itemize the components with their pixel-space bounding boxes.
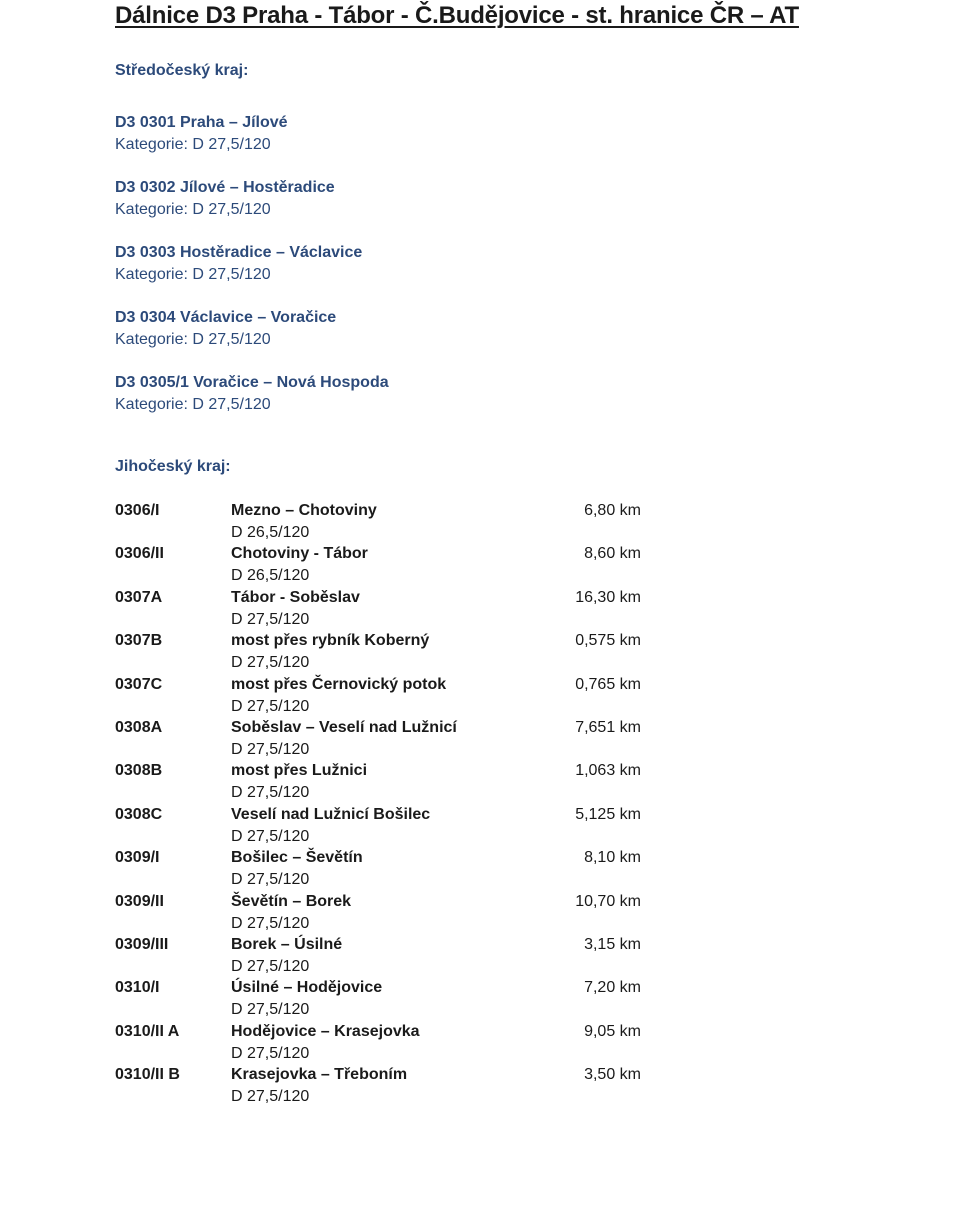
row-name: Mezno – Chotoviny xyxy=(231,502,377,519)
row-code: 0309/I xyxy=(115,849,160,867)
table-row xyxy=(115,760,655,803)
row-length: 5,125 km xyxy=(575,805,641,823)
row-category: D 27,5/120 xyxy=(231,1001,310,1019)
row-length: 7,651 km xyxy=(575,718,641,736)
table-row xyxy=(115,934,655,977)
row-code: 0306/II xyxy=(115,545,164,563)
section-name: D3 0302 Jílové – Hostěradice xyxy=(115,179,335,196)
region-heading-jihocesky: Jihočeský kraj: xyxy=(115,458,231,475)
section-name: D3 0305/1 Voračice – Nová Hospoda xyxy=(115,374,389,391)
section-name: D3 0303 Hostěradice – Václavice xyxy=(115,244,363,261)
section-d3-0305-1 xyxy=(115,372,715,416)
table-row xyxy=(115,543,655,586)
table-row xyxy=(115,717,655,760)
table-row xyxy=(115,891,655,934)
row-length: 9,05 km xyxy=(584,1022,641,1040)
document-title: Dálnice D3 Praha - Tábor - Č.Budějovice - st. hranice ČR – AT xyxy=(115,2,799,29)
table-row xyxy=(115,630,655,673)
row-code: 0307A xyxy=(115,588,163,606)
row-category: D 27,5/120 xyxy=(231,827,310,845)
section-name: D3 0304 Václavice – Voračice xyxy=(115,309,337,326)
row-name: Ševětín – Borek xyxy=(231,892,352,910)
row-category: D 27,5/120 xyxy=(231,697,310,715)
table-row xyxy=(115,587,655,630)
row-length: 8,60 km xyxy=(584,545,641,563)
row-category: D 27,5/120 xyxy=(231,914,310,932)
row-length: 3,50 km xyxy=(584,1066,641,1084)
row-code: 0310/II B xyxy=(115,1066,180,1084)
row-length: 0,575 km xyxy=(575,632,641,650)
table-row xyxy=(115,1021,655,1064)
row-name: Hodějovice – Krasejovka xyxy=(231,1022,420,1040)
row-category: D 27,5/120 xyxy=(231,610,310,628)
row-length: 3,15 km xyxy=(584,935,641,953)
table-row xyxy=(115,500,655,543)
row-code: 0310/II A xyxy=(115,1022,180,1040)
row-name: Borek – Úsilné xyxy=(231,935,343,953)
row-code: 0310/I xyxy=(115,979,160,997)
row-category: D 27,5/120 xyxy=(231,871,310,889)
row-code: 0308B xyxy=(115,762,163,780)
row-code: 0309/III xyxy=(115,935,169,953)
row-name: Soběslav – Veselí nad Lužnicí xyxy=(231,718,457,736)
row-length: 8,10 km xyxy=(584,849,641,867)
row-name: most přes Černovický potok xyxy=(231,675,447,693)
section-d3-0301 xyxy=(115,112,715,156)
row-name: Úsilné – Hodějovice xyxy=(231,979,383,997)
section-table xyxy=(115,500,655,1107)
section-d3-0303 xyxy=(115,242,715,286)
row-name: Bošilec – Ševětín xyxy=(231,849,363,867)
row-name: Krasejovka – Třeboním xyxy=(231,1066,408,1084)
row-category: D 27,5/120 xyxy=(231,784,310,802)
table-row xyxy=(115,674,655,717)
row-category: D 27,5/120 xyxy=(231,957,310,975)
row-code: 0308A xyxy=(115,718,163,736)
section-d3-0304 xyxy=(115,307,715,351)
table-row xyxy=(115,977,655,1020)
row-category: D 27,5/120 xyxy=(231,1044,310,1062)
row-name: most přes Lužnici xyxy=(231,762,368,780)
row-code: 0309/II xyxy=(115,892,164,910)
row-code: 0307B xyxy=(115,632,163,650)
section-category: Kategorie: D 27,5/120 xyxy=(115,201,271,218)
section-category: Kategorie: D 27,5/120 xyxy=(115,396,271,413)
row-length: 1,063 km xyxy=(575,762,641,780)
row-category: D 26,5/120 xyxy=(231,567,310,585)
row-length: 10,70 km xyxy=(575,892,641,910)
row-length: 0,765 km xyxy=(575,675,641,693)
row-code: 0306/I xyxy=(115,502,160,519)
row-code: 0307C xyxy=(115,675,163,693)
row-name: Veselí nad Lužnicí Bošilec xyxy=(231,805,431,823)
row-category: D 27,5/120 xyxy=(231,740,310,758)
table-row xyxy=(115,1064,655,1107)
row-name: most přes rybník Koberný xyxy=(231,632,430,650)
section-category: Kategorie: D 27,5/120 xyxy=(115,331,271,348)
table-row xyxy=(115,804,655,847)
row-name: Tábor - Soběslav xyxy=(231,588,360,606)
row-name: Chotoviny - Tábor xyxy=(231,545,368,563)
table-row xyxy=(115,847,655,890)
row-length: 16,30 km xyxy=(575,588,641,606)
row-category: D 27,5/120 xyxy=(231,1088,310,1106)
row-category: D 27,5/120 xyxy=(231,654,310,672)
section-d3-0302 xyxy=(115,177,715,221)
row-category: D 26,5/120 xyxy=(231,524,310,541)
row-code: 0308C xyxy=(115,805,163,823)
section-category: Kategorie: D 27,5/120 xyxy=(115,266,271,283)
row-length: 7,20 km xyxy=(584,979,641,997)
section-category: Kategorie: D 27,5/120 xyxy=(115,136,271,153)
row-length: 6,80 km xyxy=(584,502,641,519)
section-name: D3 0301 Praha – Jílové xyxy=(115,114,288,131)
region-heading-stredocesky: Středočeský kraj: xyxy=(115,62,249,79)
